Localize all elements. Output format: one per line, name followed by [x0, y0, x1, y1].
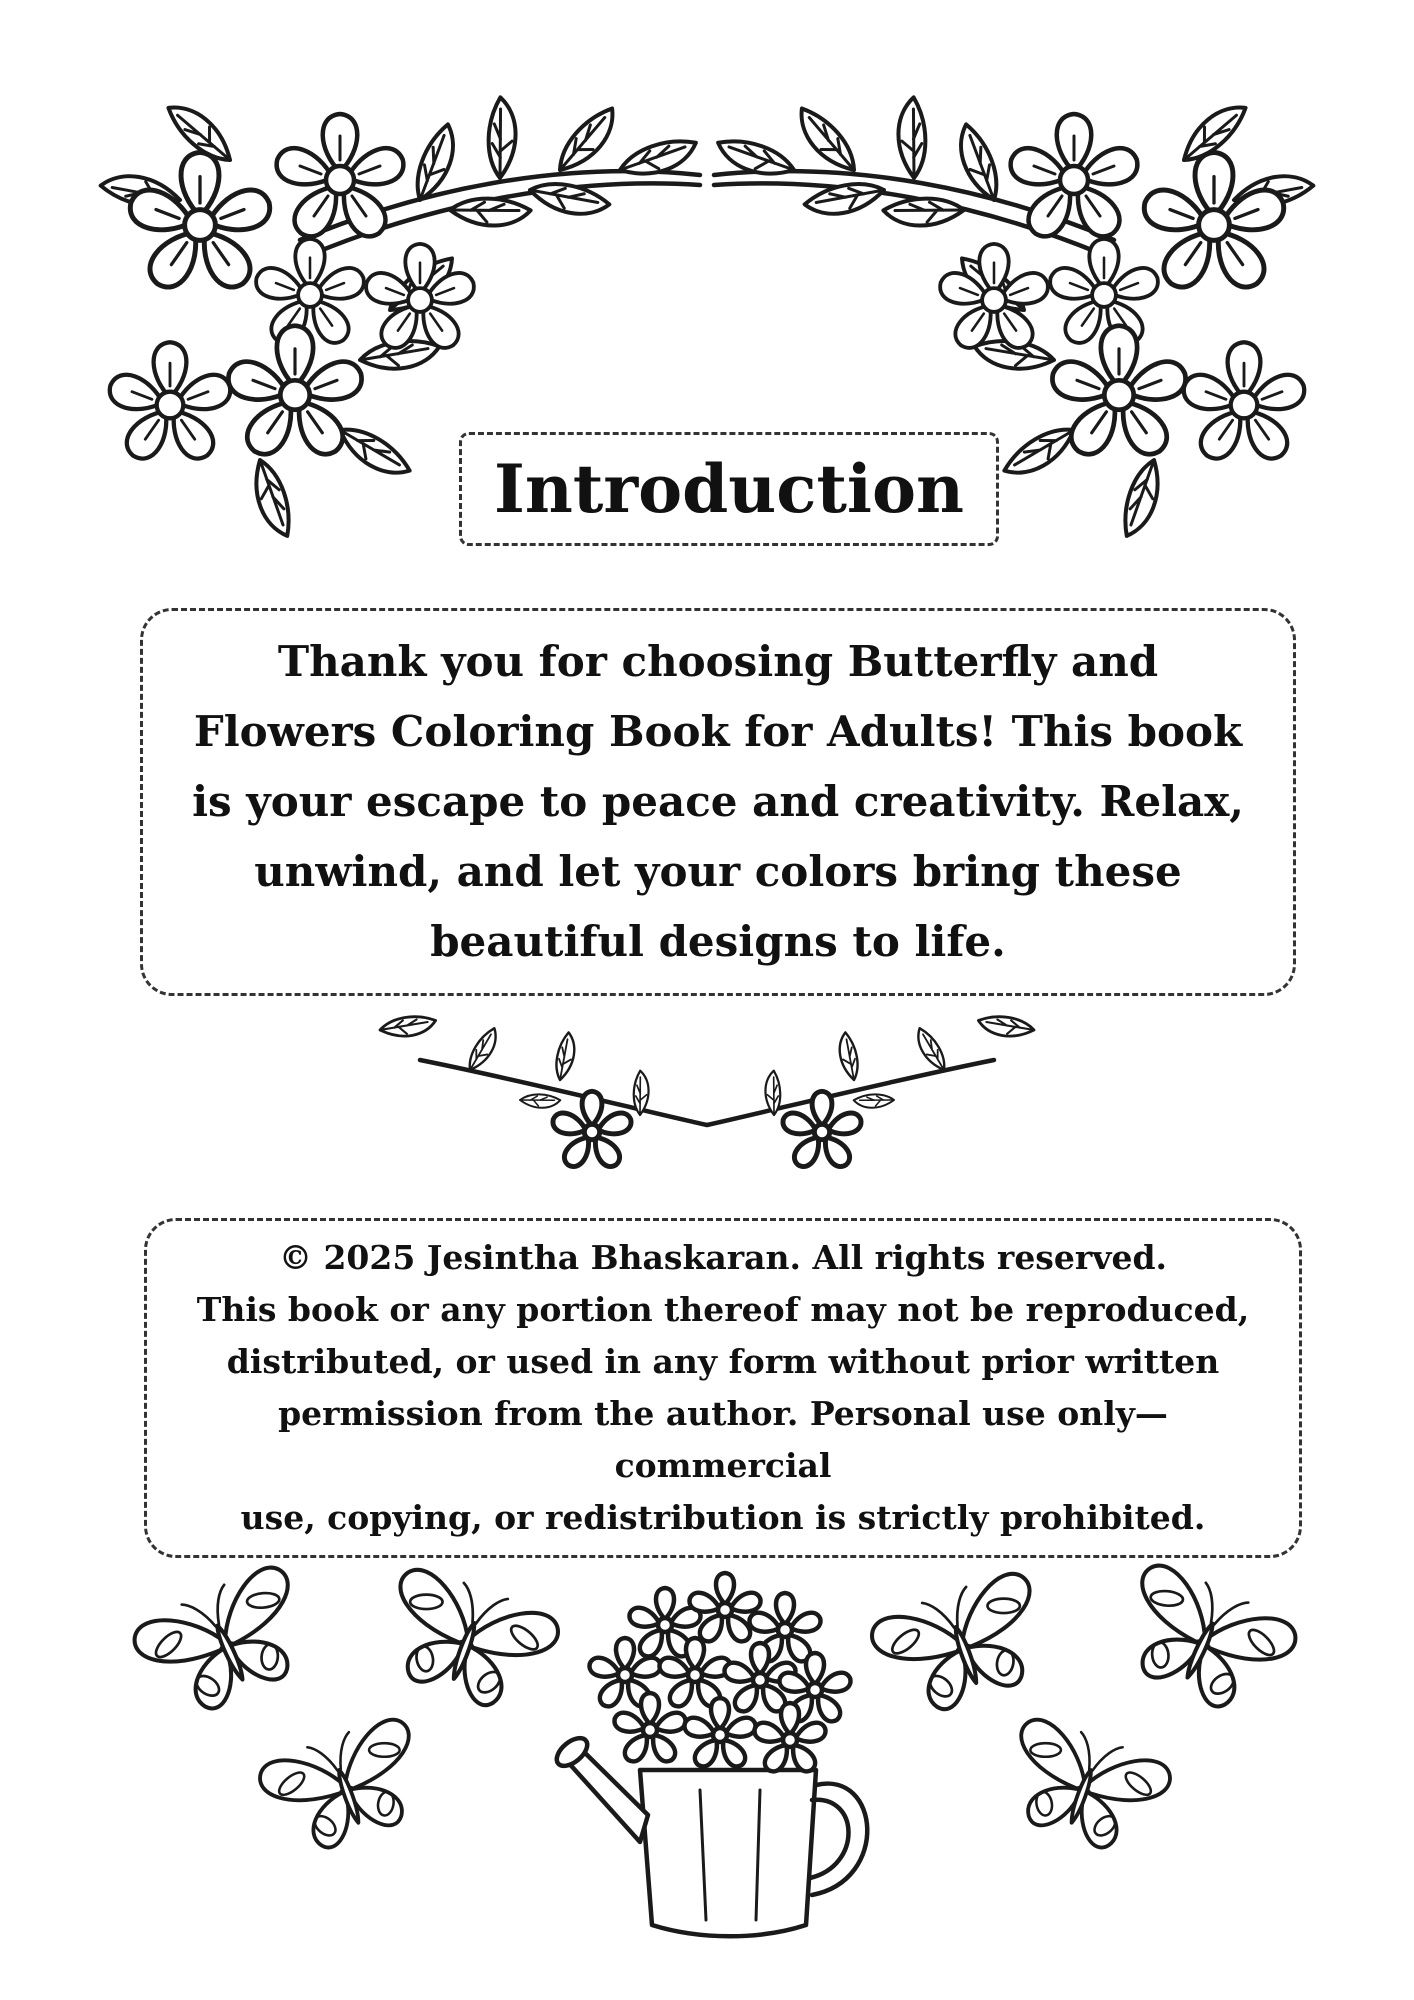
intro-text-box	[140, 608, 1296, 996]
page-title: Introduction	[493, 450, 965, 528]
legal-line: use, copying, or redistribution is strictly prohibited.	[240, 1498, 1206, 1537]
title-box	[459, 432, 999, 546]
copyright-line: © 2025 Jesintha Bhaskaran. All rights reserved.	[278, 1238, 1168, 1277]
legal-line: distributed, or used in any form without prior written	[226, 1342, 1220, 1381]
intro-line: Thank you for choosing Butterfly and	[277, 637, 1159, 686]
watering-can-bouquet	[552, 1573, 867, 1936]
legal-line: permission from the author. Personal use only—commercial	[278, 1394, 1168, 1485]
copyright-paragraph	[177, 1232, 1269, 1544]
intro-paragraph	[192, 627, 1244, 977]
intro-line: Flowers Coloring Book for Adults! This book	[193, 707, 1243, 756]
intro-line: beautiful designs to life.	[430, 917, 1006, 966]
floral-divider	[380, 1004, 1034, 1171]
legal-line: This book or any portion thereof may not be reproduced,	[196, 1290, 1250, 1329]
copyright-box	[144, 1218, 1302, 1558]
intro-line: unwind, and let your colors bring these	[254, 847, 1182, 896]
intro-line: is your escape to peace and creativity. Relax,	[192, 777, 1244, 826]
